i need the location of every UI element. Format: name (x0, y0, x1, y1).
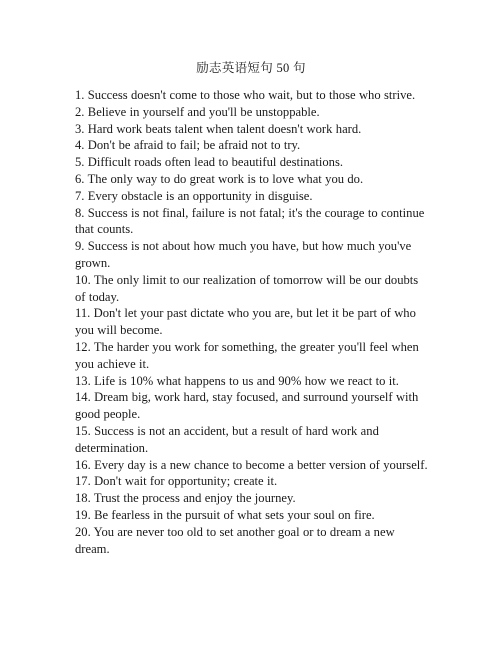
document-title: 励志英语短句 50 句 (196, 61, 306, 75)
quote-item: 11. Don't let your past dictate who you are, but let it be part of who you will become. (75, 306, 416, 338)
quote-item: 19. Be fearless in the pursuit of what sets your soul on fire. (75, 507, 375, 522)
quote-item: 18. Trust the process and enjoy the journey. (75, 491, 296, 506)
quote-item: 10. The only limit to our realization of tomorrow will be our doubts of today. (75, 272, 419, 304)
quote-item: 17. Don't wait for opportunity; create it. (75, 474, 278, 489)
quote-item: 16. Every day is a new chance to become a better version of yourself. (75, 457, 428, 472)
quote-item: 7. Every obstacle is an opportunity in disguise. (75, 188, 313, 203)
quote-item: 8. Success is not final, failure is not fatal; it's the courage to continue that counts. (75, 205, 425, 237)
quote-item: 15. Success is not an accident, but a result of hard work and determination. (75, 423, 379, 455)
quote-item: 2. Believe in yourself and you'll be unstoppable. (75, 104, 320, 119)
quote-item: 4. Don't be afraid to fail; be afraid not to try. (75, 138, 301, 153)
quote-list (75, 87, 430, 557)
quote-item: 3. Hard work beats talent when talent doesn't work hard. (75, 121, 362, 136)
quote-item: 6. The only way to do great work is to love what you do. (75, 171, 364, 186)
quote-item: 14. Dream big, work hard, stay focused, and surround yourself with good people. (75, 390, 419, 422)
quote-item: 1. Success doesn't come to those who wait, but to those who strive. (75, 88, 416, 102)
quote-item: 9. Success is not about how much you have, but how much you've grown. (75, 239, 412, 270)
quote-item: 13. Life is 10% what happens to us and 90% how we react to it. (75, 373, 399, 388)
quote-item: 5. Difficult roads often lead to beautiful destinations. (75, 155, 344, 170)
quote-item: 12. The harder you work for something, the greater you'll feel when you achieve it. (75, 339, 419, 371)
quote-item: 20. You are never too old to set another goal or to dream a new dream. (75, 524, 395, 556)
